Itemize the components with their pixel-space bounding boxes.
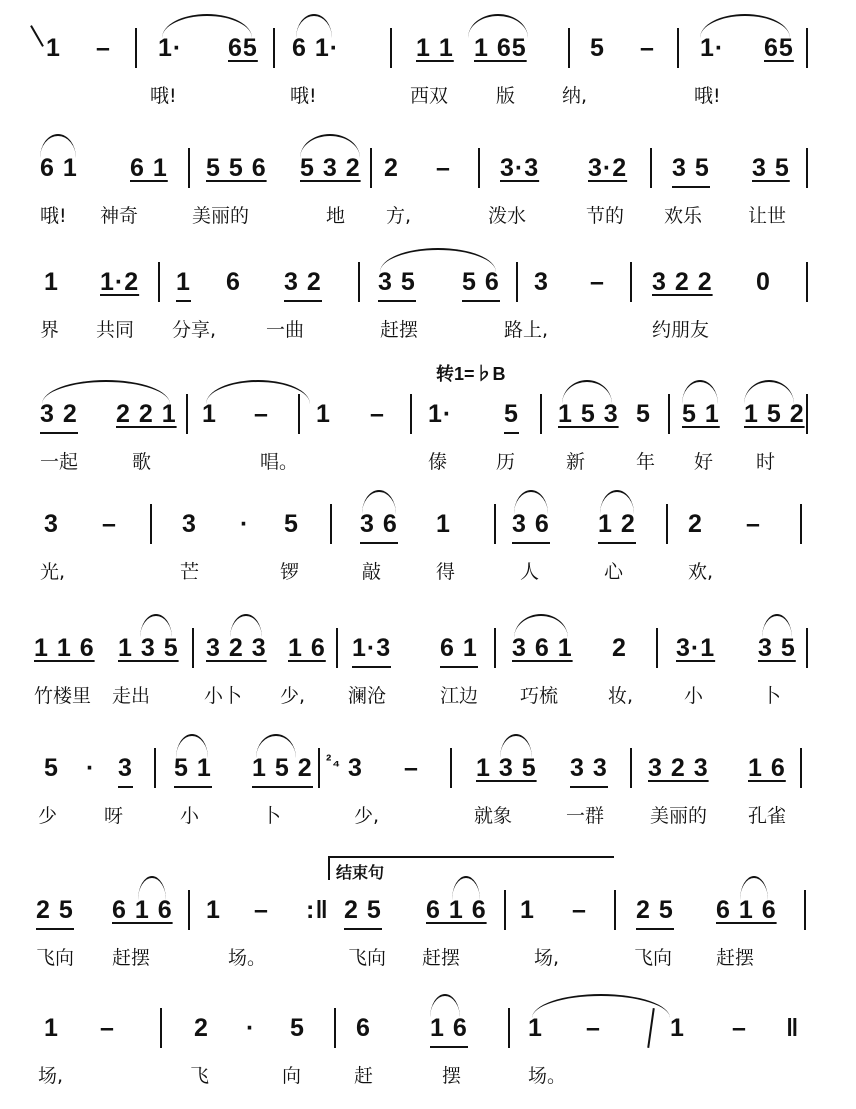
note: 1· bbox=[428, 400, 453, 428]
note: 5 bbox=[284, 510, 299, 538]
lyric: 孔雀 bbox=[748, 805, 787, 827]
lyric: 场。 bbox=[228, 947, 267, 969]
lyric: 赶摆 bbox=[380, 319, 419, 341]
lyrics-line bbox=[0, 682, 856, 712]
note: 1 bbox=[528, 1014, 543, 1042]
note: 1 bbox=[202, 400, 217, 428]
lyric: 欢乐 bbox=[664, 205, 703, 227]
note: 5 3 2 bbox=[300, 154, 361, 182]
lyric: 哦! bbox=[40, 205, 67, 227]
lyric: 卜 bbox=[762, 685, 782, 707]
lyric: 年 bbox=[636, 451, 656, 473]
note: 3 bbox=[44, 510, 59, 538]
lyric: 赶摆 bbox=[112, 947, 151, 969]
lyric: 版 bbox=[496, 85, 516, 107]
score-row-1 bbox=[0, 10, 856, 120]
lyric: 路上, bbox=[504, 319, 549, 341]
note: – bbox=[732, 1014, 747, 1042]
note: 3 5 bbox=[758, 634, 796, 662]
lyric: 赶摆 bbox=[716, 947, 755, 969]
note: – bbox=[254, 896, 269, 924]
time-signature: ²₄ bbox=[326, 753, 341, 770]
lyric: 神奇 bbox=[100, 205, 139, 227]
note: 3 5 bbox=[378, 264, 416, 302]
lyric: 哦! bbox=[150, 85, 177, 107]
lyric: 泼水 bbox=[488, 205, 527, 227]
lyric: 场。 bbox=[528, 1065, 567, 1087]
note: 5 6 bbox=[462, 264, 500, 302]
lyric: 江边 bbox=[440, 685, 479, 707]
note: 3 2 3 bbox=[206, 634, 267, 662]
lyrics-line bbox=[0, 202, 856, 232]
score-row-9 bbox=[0, 990, 856, 1100]
note: · bbox=[246, 1014, 256, 1042]
note: 5 bbox=[504, 396, 519, 434]
lyric: 一群 bbox=[566, 805, 605, 827]
lyrics-line bbox=[0, 802, 856, 832]
score-row-8 bbox=[0, 872, 856, 982]
lyric: 锣 bbox=[280, 561, 300, 583]
note: – bbox=[404, 754, 419, 782]
note: 6 1 bbox=[40, 154, 78, 182]
note: 1 3 5 bbox=[476, 754, 537, 782]
note: 1 1 6 bbox=[34, 634, 95, 662]
note: 1 6 bbox=[288, 634, 326, 662]
notation-line bbox=[0, 990, 856, 1050]
lyric: 时 bbox=[756, 451, 776, 473]
lyric: 界 bbox=[40, 319, 60, 341]
lyric: 唱。 bbox=[260, 451, 299, 473]
note: 1· bbox=[158, 34, 183, 62]
lyric: 共同 bbox=[96, 319, 135, 341]
note: 65 bbox=[764, 34, 794, 62]
note: 1 bbox=[316, 400, 331, 428]
note: 2 5 bbox=[344, 892, 382, 930]
note: 3·2 bbox=[588, 154, 628, 182]
note: 5 1 bbox=[682, 400, 720, 428]
lyric: 一起 bbox=[40, 451, 79, 473]
lyric: 人 bbox=[520, 561, 540, 583]
note: 3 bbox=[118, 750, 133, 788]
note: 3 2 bbox=[40, 396, 78, 434]
note: 2 5 bbox=[636, 892, 674, 930]
key-change-label: 转1=♭B bbox=[436, 364, 506, 384]
note: 5 bbox=[290, 1014, 305, 1042]
ending-label: 结束句 bbox=[336, 865, 385, 882]
note: – bbox=[436, 154, 451, 182]
lyric: 西双 bbox=[410, 85, 449, 107]
note: 1 1 bbox=[416, 34, 454, 62]
lyric: 美丽的 bbox=[650, 805, 708, 827]
score-row-3 bbox=[0, 244, 856, 354]
note: 3·3 bbox=[500, 154, 540, 182]
notation-line bbox=[0, 730, 856, 790]
lyric: 歌 bbox=[132, 451, 152, 473]
note: 6 bbox=[226, 268, 241, 296]
lyric: 纳, bbox=[562, 85, 588, 107]
note: 1· bbox=[700, 34, 725, 62]
lyric: 欢, bbox=[688, 561, 714, 583]
lyric: 巧梳 bbox=[520, 685, 559, 707]
note: 1 2 bbox=[598, 506, 636, 544]
lyric: 光, bbox=[40, 561, 66, 583]
lyric: 摆 bbox=[442, 1065, 462, 1087]
lyric: 节的 bbox=[586, 205, 625, 227]
lyric: 约朋友 bbox=[652, 319, 710, 341]
note: 1 bbox=[436, 510, 451, 538]
note: 6 1 bbox=[130, 154, 168, 182]
note: 1 65 bbox=[474, 34, 527, 62]
notation-line bbox=[0, 244, 856, 304]
lyric: 一曲 bbox=[266, 319, 305, 341]
repeat-sign: :‖ bbox=[306, 896, 329, 924]
score-row-7 bbox=[0, 730, 856, 840]
lyric: 分享, bbox=[172, 319, 217, 341]
note: – bbox=[102, 510, 117, 538]
note: 1 bbox=[44, 268, 59, 296]
score-row-5 bbox=[0, 486, 856, 596]
lyric: 向 bbox=[282, 1065, 302, 1087]
lyric: 飞向 bbox=[36, 947, 75, 969]
note: · bbox=[240, 510, 250, 538]
note: 3 2 bbox=[284, 264, 322, 302]
lyrics-line bbox=[0, 944, 856, 974]
note: 6 bbox=[356, 1014, 371, 1042]
note: 3 bbox=[534, 268, 549, 296]
lyric: 飞 bbox=[190, 1065, 210, 1087]
note: 1 bbox=[520, 896, 535, 924]
note: 1 5 2 bbox=[252, 750, 313, 788]
lyric: 哦! bbox=[694, 85, 721, 107]
notation-line bbox=[0, 376, 856, 436]
note: 5 bbox=[44, 754, 59, 782]
lyric: 哦! bbox=[290, 85, 317, 107]
note: – bbox=[640, 34, 655, 62]
note: 2 bbox=[384, 154, 399, 182]
lyric: 就象 bbox=[474, 805, 513, 827]
lyric: 赶摆 bbox=[422, 947, 461, 969]
note: 1 bbox=[44, 1014, 59, 1042]
lyric: 好 bbox=[694, 451, 714, 473]
notation-line bbox=[0, 872, 856, 932]
note: 1 6 bbox=[748, 754, 786, 782]
note: 6 1 6 bbox=[112, 896, 173, 924]
note: 1 bbox=[206, 896, 221, 924]
lyric: 敲 bbox=[362, 561, 382, 583]
note: 6 1 6 bbox=[716, 896, 777, 924]
note: 3 6 1 bbox=[512, 634, 573, 662]
note: 3 bbox=[182, 510, 197, 538]
note: · bbox=[86, 754, 96, 782]
note: 3 5 bbox=[752, 154, 790, 182]
notation-line bbox=[0, 130, 856, 190]
lyric: 傣 bbox=[428, 451, 448, 473]
note: 1·2 bbox=[100, 268, 140, 296]
lyric: 妆, bbox=[608, 685, 634, 707]
lyric: 少 bbox=[38, 805, 58, 827]
lyric: 让世 bbox=[748, 205, 787, 227]
note: 3 6 bbox=[512, 506, 550, 544]
lyric: 方, bbox=[386, 205, 412, 227]
lyric: 小卜 bbox=[204, 685, 243, 707]
lyric: 少, bbox=[280, 685, 306, 707]
lyric: 芒 bbox=[180, 561, 200, 583]
note: 3 3 bbox=[570, 750, 608, 788]
note: – bbox=[586, 1014, 601, 1042]
final-barline: ‖ bbox=[786, 1014, 800, 1042]
note: 2 5 bbox=[36, 892, 74, 930]
notation-line bbox=[0, 486, 856, 546]
note: 2 2 1 bbox=[116, 400, 177, 428]
note: 6 1 bbox=[440, 630, 478, 668]
note: 3 5 bbox=[672, 150, 710, 188]
lyric: 小 bbox=[684, 685, 704, 707]
note: 1 5 3 bbox=[558, 400, 619, 428]
note: – bbox=[254, 400, 269, 428]
lyric: 澜沧 bbox=[348, 685, 387, 707]
note: 5 1 bbox=[174, 750, 212, 788]
note: 3 6 bbox=[360, 506, 398, 544]
note: 1 6 bbox=[430, 1010, 468, 1048]
note: 3 2 2 bbox=[652, 268, 713, 296]
note: 1·3 bbox=[352, 630, 391, 668]
lyric: 新 bbox=[566, 451, 586, 473]
lyric: 少, bbox=[354, 805, 380, 827]
note: 3 2 3 bbox=[648, 754, 709, 782]
lyric: 飞向 bbox=[348, 947, 387, 969]
note: – bbox=[590, 268, 605, 296]
score-row-4 bbox=[0, 376, 856, 486]
lyrics-line bbox=[0, 82, 856, 112]
lyric: 小 bbox=[180, 805, 200, 827]
lyric: 心 bbox=[604, 561, 624, 583]
note: 0 bbox=[756, 268, 771, 296]
note: 6 1· bbox=[292, 34, 340, 62]
lyric: 竹楼里 bbox=[34, 685, 92, 707]
note: – bbox=[746, 510, 761, 538]
note: 3 bbox=[348, 754, 363, 782]
lyric: 卜 bbox=[262, 805, 282, 827]
lyrics-line bbox=[0, 448, 856, 478]
lyric: 地 bbox=[326, 205, 346, 227]
note: 65 bbox=[228, 34, 258, 62]
note: 1 bbox=[46, 34, 61, 62]
note: 1 5 2 bbox=[744, 400, 805, 428]
lyric: 场, bbox=[38, 1065, 64, 1087]
notation-line bbox=[0, 10, 856, 70]
note: 3·1 bbox=[676, 634, 716, 662]
lyric: 走出 bbox=[112, 685, 151, 707]
lyric: 美丽的 bbox=[192, 205, 250, 227]
lyric: 场, bbox=[534, 947, 560, 969]
lyric: 呀 bbox=[104, 805, 124, 827]
note: 6 1 6 bbox=[426, 896, 487, 924]
note: – bbox=[96, 34, 111, 62]
lyrics-line bbox=[0, 316, 856, 346]
lyrics-line bbox=[0, 558, 856, 588]
note: 2 bbox=[688, 510, 703, 538]
note: 1 bbox=[670, 1014, 685, 1042]
lyric: 得 bbox=[436, 561, 456, 583]
note: 1 bbox=[176, 264, 191, 302]
note: 1 3 5 bbox=[118, 634, 179, 662]
note: – bbox=[370, 400, 385, 428]
note: 5 bbox=[636, 400, 651, 428]
score-row-6 bbox=[0, 610, 856, 720]
note: – bbox=[572, 896, 587, 924]
score-row-2 bbox=[0, 130, 856, 240]
lyric: 历 bbox=[496, 451, 516, 473]
note: 2 bbox=[194, 1014, 209, 1042]
note: 5 5 6 bbox=[206, 154, 267, 182]
note: 2 bbox=[612, 634, 627, 662]
note: 5 bbox=[590, 34, 605, 62]
lyric: 飞向 bbox=[634, 947, 673, 969]
note: – bbox=[100, 1014, 115, 1042]
lyrics-line bbox=[0, 1062, 856, 1092]
notation-line bbox=[0, 610, 856, 670]
lyric: 赶 bbox=[354, 1065, 374, 1087]
